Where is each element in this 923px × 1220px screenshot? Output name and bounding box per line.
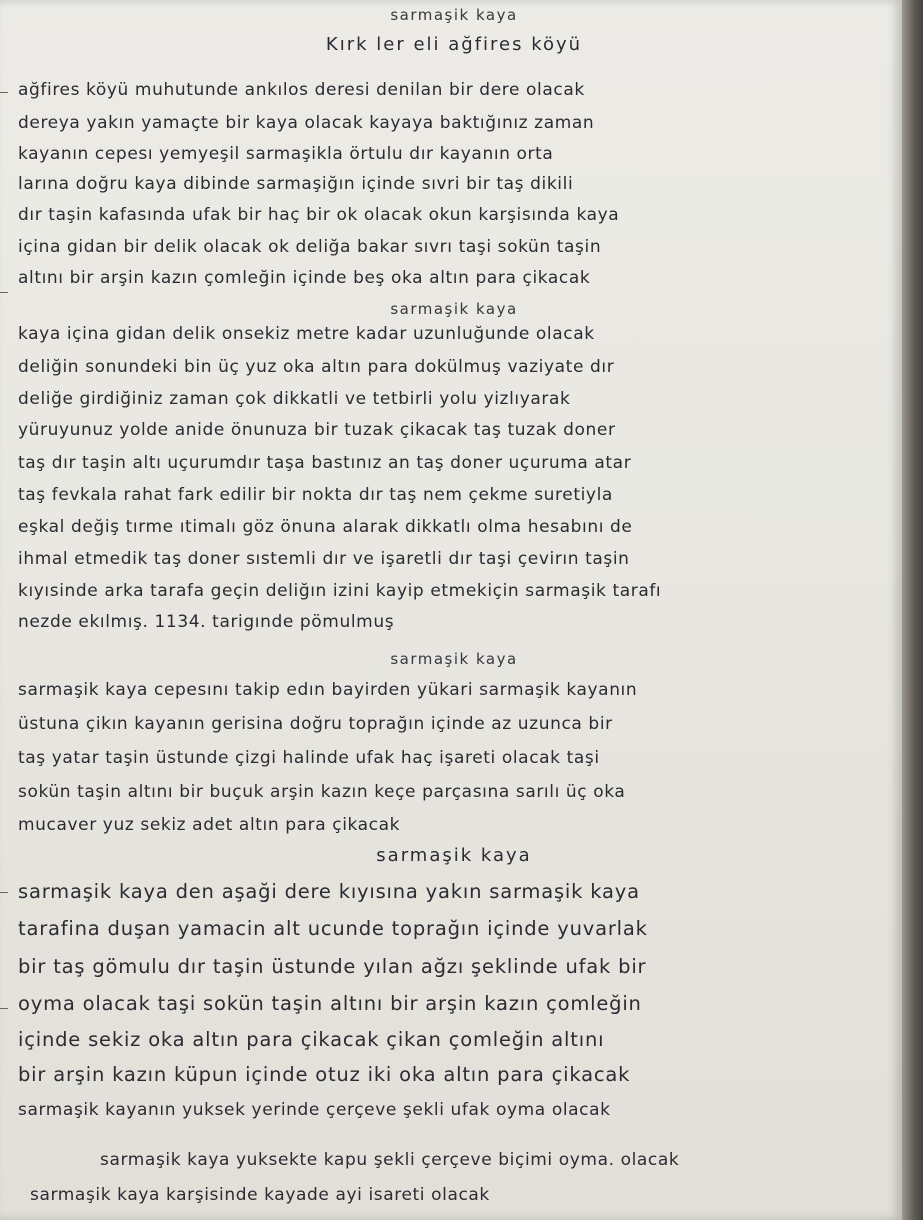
text-line: sarmaşik kaya cepesını takip edın bayirden yükari sarmaşik kayanın [18,680,638,700]
section-heading: sarmaşik kaya [390,300,518,318]
text-line: ağfires köyü muhutunde ankılos deresi denilan bir dere olacak [18,80,585,100]
text-line: kaya içina gidan delik onsekiz metre kadar uzunluğunde olacak [18,324,595,344]
text-line: sarmaşik kaya yuksekte kapu şekli çerçeve biçimi oyma. olacak [100,1150,680,1170]
document-title: sarmaşik kaya [390,6,518,24]
text-line: içina gidan bir delik olacak ok deliğa bakar sıvrı taşi sokün taşin [18,237,602,257]
text-line: deliğe girdiğiniz zaman çok dikkatli ve tetbirli yolu yizlıyarak [18,389,571,409]
text-line: sarmaşik kayanın yuksek yerinde çerçeve şekli ufak oyma olacak [18,1100,611,1120]
text-line: tarafina duşan yamacin alt ucunde toprağın içinde yuvarlak [18,917,648,940]
text-line: içinde sekiz oka altın para çikacak çikan çomleğin altını [18,1028,605,1051]
margin-mark [0,892,8,893]
text-line: bir taş gömulu dır taşin üstunde yılan ağzı şeklinde ufak bir [18,955,647,978]
document-subtitle: Kırk ler eli ağfires köyü [325,34,583,55]
text-line: eşkal değiş tırme ıtimalı göz önuna alarak dikkatlı olma hesabını de [18,517,633,537]
text-line: nezde ekılmış. 1134. tarigınde pömulmuş [18,612,395,632]
text-line: bir arşin kazın küpun içinde otuz iki oka altın para çikacak [18,1063,631,1086]
text-line: mucaver yuz sekiz adet altın para çikacak [18,815,401,835]
text-line: sarmaşik kaya den aşaği dere kıyısına yakın sarmaşik kaya [18,880,640,903]
text-line: oyma olacak taşi sokün taşin altını bir arşin kazın çomleğin [18,992,642,1015]
text-line: üstuna çikın kayanın gerisina doğru toprağın içinde az uzunca bir [18,714,613,734]
text-line: altını bir arşin kazın çomleğin içinde beş oka altın para çikacak [18,268,591,288]
section-heading: sarmaşik kaya [390,650,518,668]
page-edge-shadow [902,0,923,1220]
text-line: yüruyunuz yolde anide önunuza bir tuzak çikacak taş tuzak doner [18,420,616,440]
text-line: sarmaşik kaya karşisinde kayade ayi isareti olacak [30,1185,490,1205]
text-line: deliğin sonundeki bin üç yuz oka altın para dokülmuş vaziyate dır [18,357,615,377]
text-line: taş dır taşin altı uçurumdır taşa bastınız an taş doner uçuruma atar [18,453,632,473]
text-line: dır taşin kafasında ufak bir haç bir ok olacak okun karşisında kaya [18,205,620,225]
margin-mark [0,1008,8,1009]
text-line: taş yatar taşin üstunde çizgi halinde ufak haç işareti olacak taşi [18,748,600,768]
text-line: kıyısinde arka tarafa geçin deliğın izini kayip etmekiçin sarmaşik tarafı [18,581,662,601]
text-line: ihmal etmedik taş doner sıstemli dır ve işaretli dır taşi çevirın taşin [18,549,630,569]
section-heading: sarmaşik kaya [376,845,532,866]
text-line: dereya yakın yamaçte bir kaya olacak kayaya baktığınız zaman [18,113,595,133]
text-line: taş fevkala rahat fark edilir bir nokta dır taş nem çekme suretiyla [18,485,613,505]
text-line: kayanın cepesı yemyeşil sarmaşikla örtulu dır kayanın orta [18,144,554,164]
text-line: sokün taşin altını bir buçuk arşin kazın keçe parçasına sarılı üç oka [18,782,626,802]
margin-mark [0,92,8,93]
text-line: larına doğru kaya dibinde sarmaşiğın içinde sıvri bir taş dikili [18,174,574,194]
margin-mark [0,292,8,293]
